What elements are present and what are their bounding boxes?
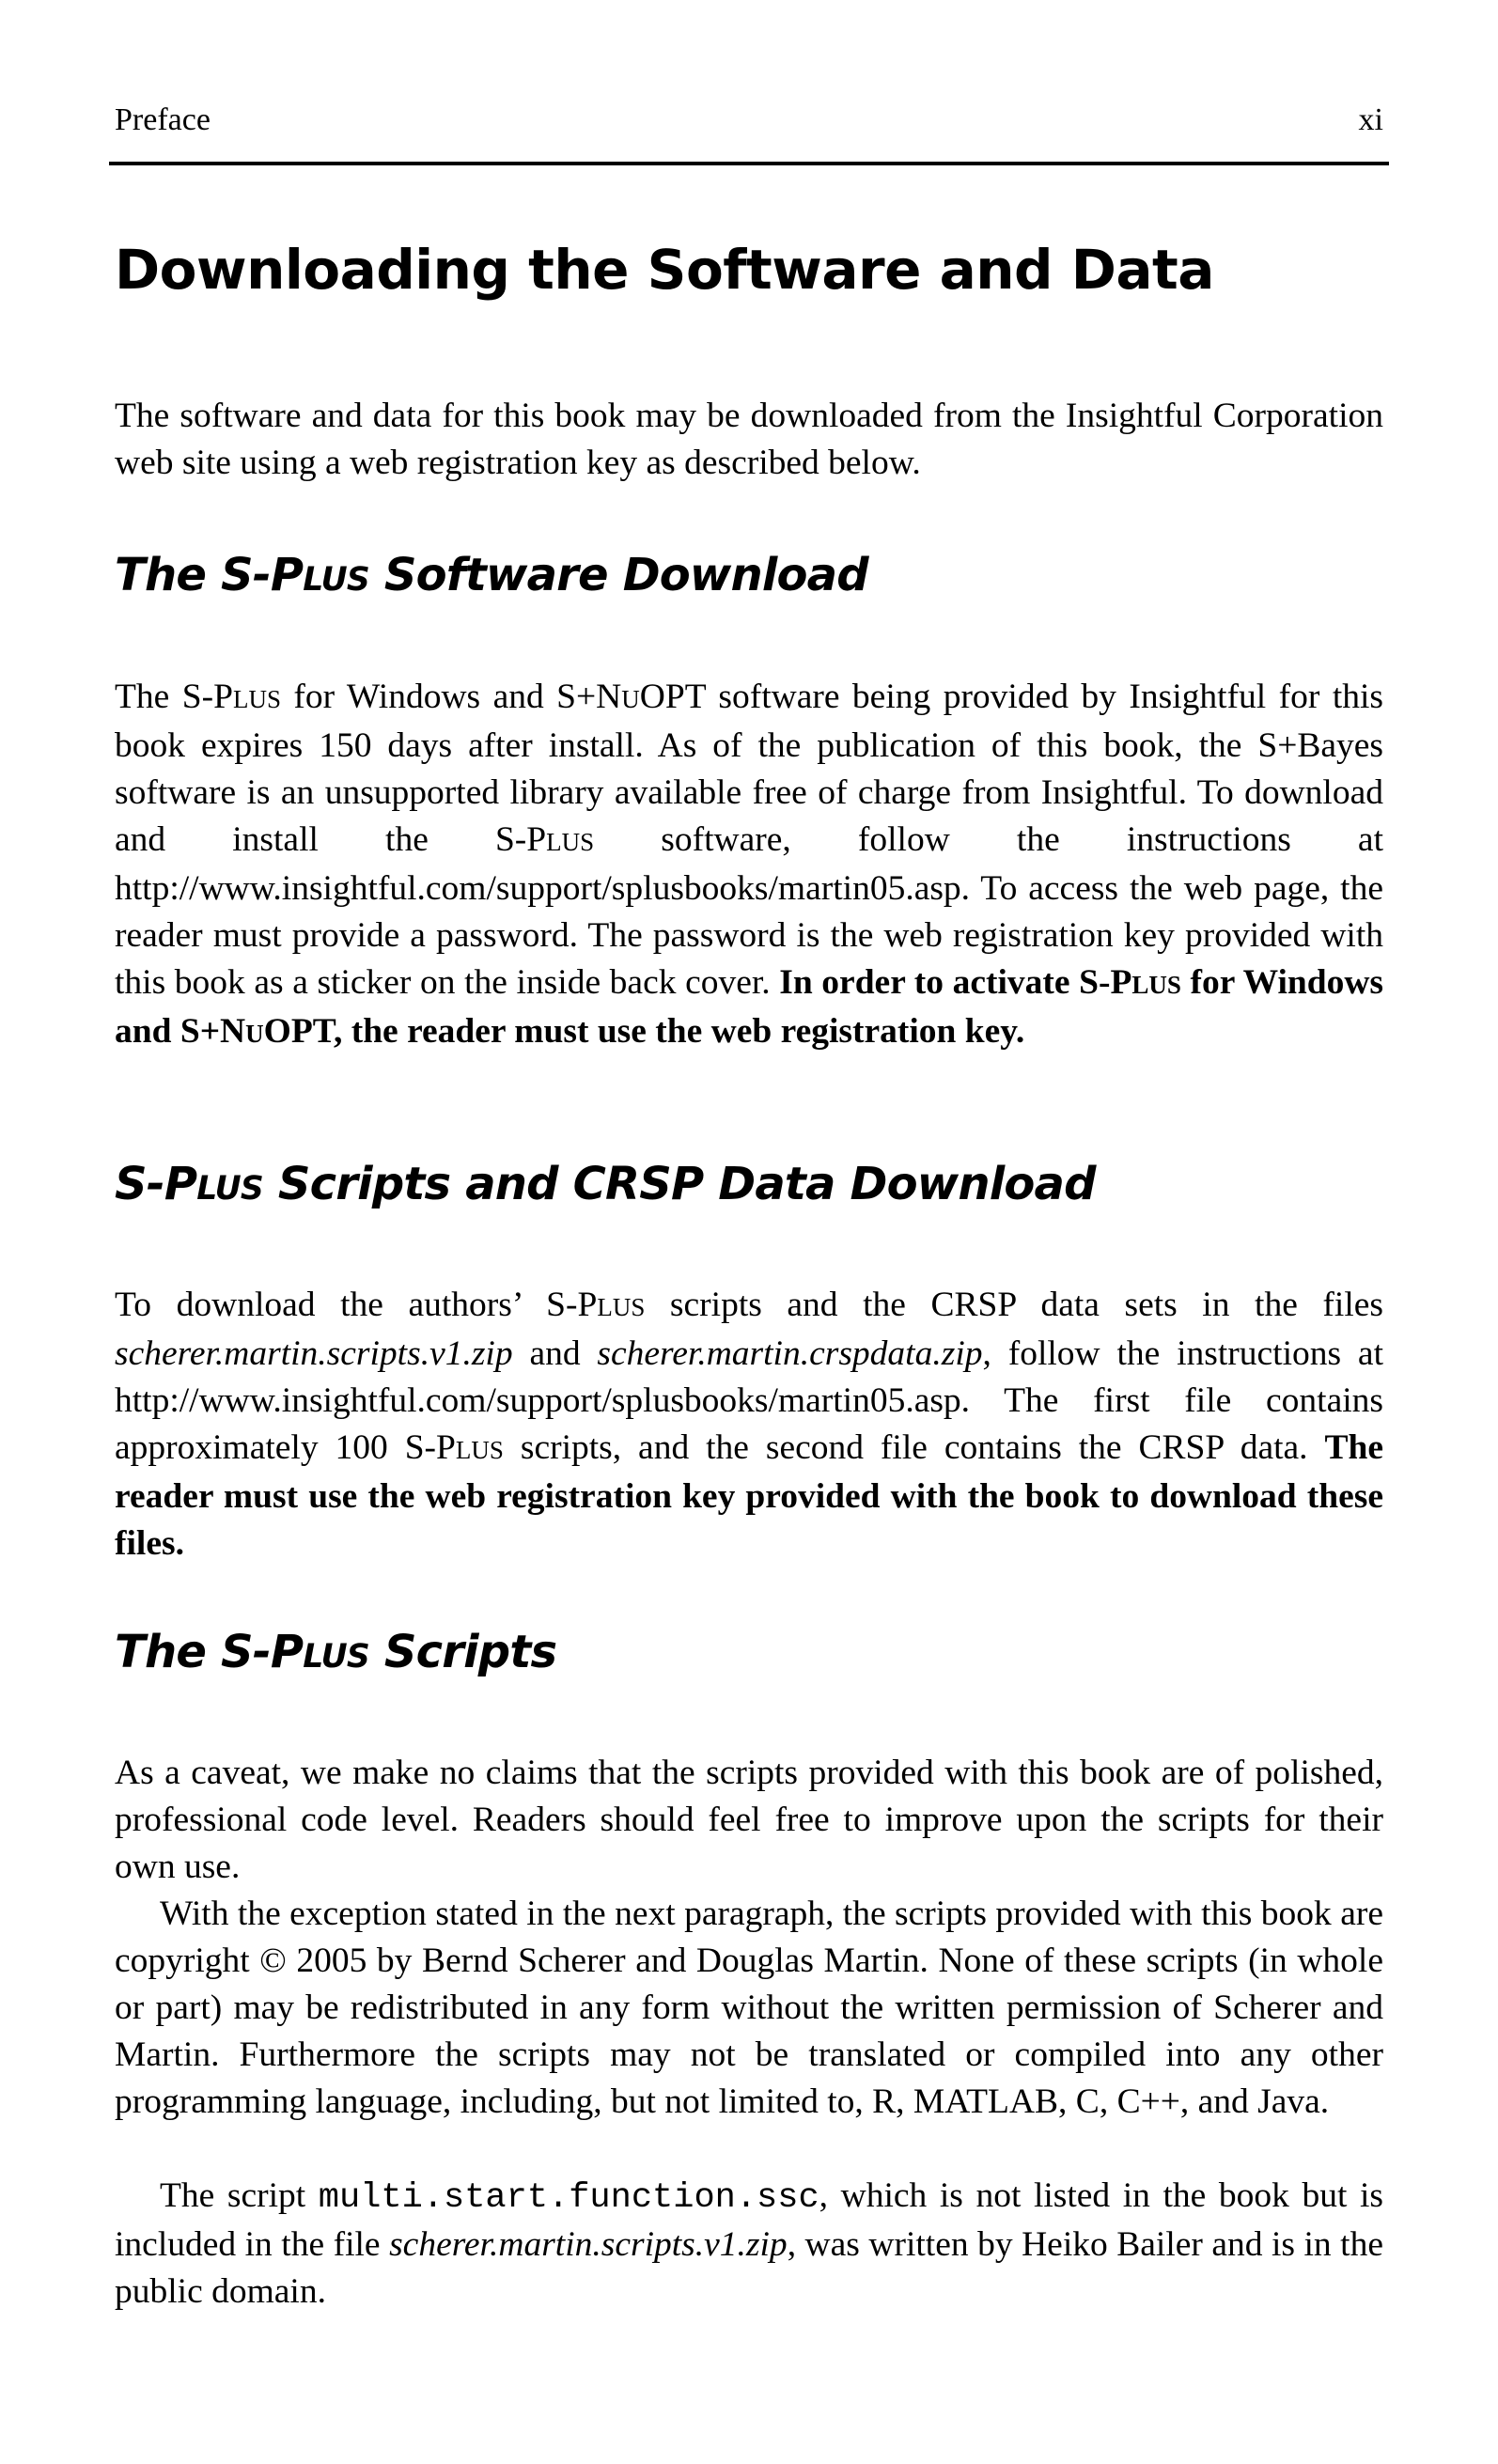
script-name-code: multi.start.function.ssc: [318, 2178, 819, 2218]
text-run: OPT software being provided by Insightful for this book expires 150 days after install. As of the publication of this book, the S+Bayes software is an unsupported library available free of charge from Insightful. To download and install the S-P: [115, 678, 1384, 859]
heading-text: Scripts: [368, 1626, 557, 1678]
scripts-download-paragraph: [115, 1282, 1383, 1567]
heading-text: Scripts and CRSP Data Download: [262, 1158, 1096, 1210]
filename-scripts-zip: scherer.martin.scripts.v1.zip: [389, 2225, 788, 2264]
page-title: Downloading the Software and Data: [115, 238, 1214, 302]
heading-small-caps: LUS: [303, 561, 369, 599]
public-domain-paragraph: [115, 2173, 1383, 2316]
running-title: Preface: [115, 102, 211, 137]
text-run: and: [512, 1334, 598, 1373]
small-caps-run: U: [621, 685, 640, 713]
small-caps-run: LUS: [597, 1293, 646, 1321]
heading-text: S-P: [115, 1158, 197, 1210]
text-run: In order to activate S-P: [779, 963, 1132, 1002]
page-number: xi: [1358, 102, 1383, 137]
text-run: software, follow the instructions at http://www.insightful.com/support/splusbooks/martin05.asp. To access the web page, the reader must provide a password. The password is the web registration key provided with this book as a sticker on the inside back cover.: [115, 820, 1383, 1002]
software-download-paragraph: [115, 674, 1383, 1057]
text-run: scripts and the CRSP data sets in the files: [645, 1286, 1383, 1324]
text-run: scripts, and the second file contains the CRSP data.: [503, 1428, 1325, 1467]
text-run: for Windows and S+N: [280, 678, 622, 716]
filename-crspdata-zip: scherer.martin.crspdata.zip: [597, 1334, 983, 1373]
text-run: , was written by Heiko Bailer and is in the public domain.: [115, 2225, 1383, 2311]
small-caps-run: LUS: [232, 685, 281, 713]
heading-text: The S-P: [115, 549, 304, 601]
small-caps-run: U: [245, 1020, 264, 1048]
small-caps-run: LUS: [546, 828, 595, 856]
caveat-paragraph: As a caveat, we make no claims that the scripts provided with this book are of polished, professional code level. Readers should feel free to improve upon the scripts for their own use.: [115, 1754, 1383, 1886]
bold-registration-notice: The reader must use the web registration key provided with the book to download these files.: [115, 1428, 1383, 1563]
section-heading-splus-scripts: [115, 1626, 556, 1683]
text-run: , which is not listed in the book but is included in the file: [115, 2176, 1383, 2264]
text-run: The script: [160, 2176, 319, 2215]
small-caps-run: LUS: [455, 1436, 504, 1464]
text-run: for Windows and S+N: [115, 963, 1384, 1051]
heading-text: The S-P: [115, 1626, 304, 1678]
heading-text: Software Download: [368, 549, 868, 601]
section-heading-scripts-crsp-download: [115, 1158, 1096, 1215]
text-run: To download the authors’ S-P: [115, 1286, 598, 1324]
heading-small-caps: LUS: [196, 1170, 263, 1208]
section-heading-splus-software-download: [115, 549, 868, 606]
text-run: OPT, the reader must use the web registration key.: [263, 1012, 1025, 1051]
filename-scripts-zip: scherer.martin.scripts.v1.zip: [115, 1334, 513, 1373]
text-run: The S-P: [115, 678, 233, 716]
text-run: , follow the instructions at http://www.insightful.com/support/splusbooks/martin05.asp. The first file contains approximately 100 S-P: [115, 1334, 1383, 1467]
heading-small-caps: LUS: [303, 1638, 369, 1676]
intro-paragraph: The software and data for this book may be downloaded from the Insightful Corporation web site using a web registration key as described below.: [115, 397, 1383, 482]
small-caps-run: LUS: [1131, 971, 1181, 999]
copyright-paragraph: With the exception stated in the next paragraph, the scripts provided with this book are copyright © 2005 by Bernd Scherer and Douglas Martin. None of these scripts (in whole or part) may be redistributed in any form without the written permission of Scherer and Martin. Furthermore the scripts may not be translated or compiled into any other programming language, including, but not limited to, R, MATLAB, C, C++, and Java.: [115, 1895, 1383, 2121]
header-rule: [109, 162, 1389, 165]
